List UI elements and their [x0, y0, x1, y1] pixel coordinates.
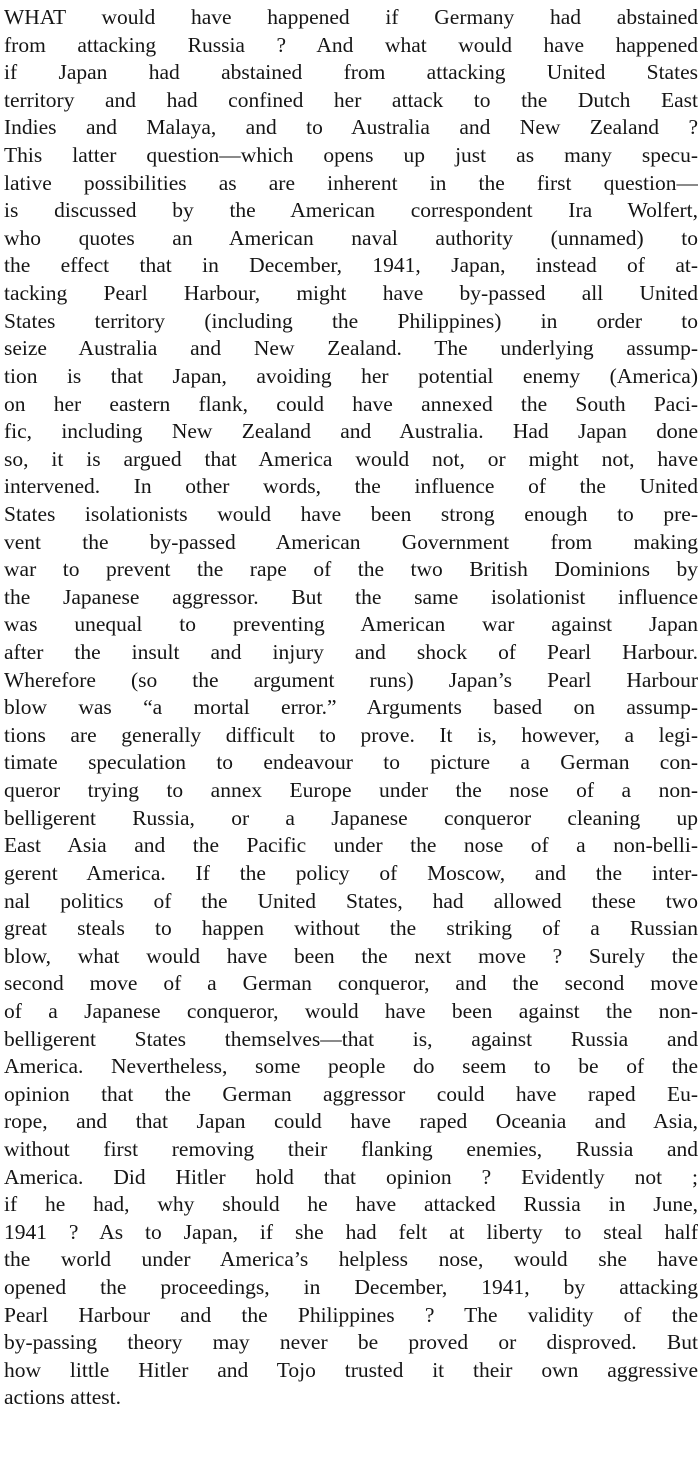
text-line: Indies and Malaya, and to Australia and New Zealand ? [4, 115, 698, 140]
text-line: the effect that in December, 1941, Japan, instead of at- [4, 253, 698, 278]
text-line: blow, what would have been the next move ? Surely the [4, 943, 698, 968]
text-line: is discussed by the American correspondent Ira Wolfert, [4, 198, 698, 223]
text-line: after the insult and injury and shock of Pearl Harbour. [4, 640, 698, 665]
text-line: actions attest. [4, 1385, 122, 1410]
text-line: so, it is argued that America would not, or might not, have [4, 446, 698, 471]
text-line: great steals to happen without the striking of a Russian [4, 916, 698, 941]
text-line: opinion that the German aggressor could have raped Eu- [4, 1081, 698, 1106]
text-line: was unequal to preventing American war against Japan [4, 612, 698, 637]
article-text [4, 4, 698, 1412]
text-line: rope, and that Japan could have raped Oceania and Asia, [4, 1109, 698, 1134]
text-line: This latter question—which opens up just as many specu- [4, 143, 698, 168]
text-line: tacking Pearl Harbour, might have by-passed all United [4, 281, 698, 306]
text-line: if Japan had abstained from attacking United States [4, 60, 698, 85]
text-line: by-passing theory may never be proved or disproved. But [4, 1330, 698, 1355]
text-line: second move of a German conqueror, and the second move [4, 971, 698, 996]
text-line: the world under America’s helpless nose, would she have [4, 1247, 698, 1272]
text-line: without first removing their flanking enemies, Russia and [4, 1136, 698, 1161]
text-line: tion is that Japan, avoiding her potential enemy (America) [4, 363, 698, 388]
text-line: lative possibilities as are inherent in the first question— [4, 170, 698, 195]
text-line: territory and had confined her attack to the Dutch East [4, 87, 698, 112]
text-line: opened the proceedings, in December, 1941, by attacking [4, 1275, 698, 1300]
text-line: war to prevent the rape of the two British Dominions by [4, 557, 698, 582]
text-line: from attacking Russia ? And what would have happened [4, 32, 698, 57]
text-line: intervened. In other words, the influence of the United [4, 474, 698, 499]
text-line: WHAT would have happened if Germany had abstained [4, 5, 698, 29]
text-line: queror trying to annex Europe under the nose of a non- [4, 778, 698, 803]
text-line: of a Japanese conqueror, would have been against the non- [4, 998, 698, 1023]
text-line: blow was “a mortal error.” Arguments based on assump- [4, 695, 698, 720]
text-line: belligerent Russia, or a Japanese conqueror cleaning up [4, 805, 698, 830]
text-line: States territory (including the Philippines) in order to [4, 308, 698, 333]
text-line: East Asia and the Pacific under the nose of a non-belli- [4, 833, 698, 858]
text-line: America. Nevertheless, some people do seem to be of the [4, 1054, 698, 1079]
text-line: who quotes an American naval authority (unnamed) to [4, 225, 698, 250]
text-line: nal politics of the United States, had allowed these two [4, 888, 698, 913]
text-line: tions are generally difficult to prove. It is, however, a legi- [4, 722, 698, 747]
text-line: if he had, why should he have attacked Russia in June, [4, 1192, 698, 1217]
text-line: States isolationists would have been strong enough to pre- [4, 501, 698, 526]
text-line: fic, including New Zealand and Australia. Had Japan done [4, 419, 698, 444]
text-line: the Japanese aggressor. But the same isolationist influence [4, 584, 698, 609]
text-line: vent the by-passed American Government from making [4, 529, 698, 554]
text-line: how little Hitler and Tojo trusted it their own aggressive [4, 1357, 698, 1382]
text-line: timate speculation to endeavour to picture a German con- [4, 750, 698, 775]
text-line: Wherefore (so the argument runs) Japan’s Pearl Harbour [4, 667, 698, 692]
text-line: 1941 ? As to Japan, if she had felt at liberty to steal half [4, 1219, 698, 1244]
text-line: seize Australia and New Zealand. The underlying assump- [4, 336, 698, 361]
text-line: gerent America. If the policy of Moscow, and the inter- [4, 860, 698, 885]
text-line: Pearl Harbour and the Philippines ? The validity of the [4, 1302, 698, 1327]
text-line: belligerent States themselves—that is, against Russia and [4, 1026, 698, 1051]
text-line: on her eastern flank, could have annexed the South Paci- [4, 391, 698, 416]
text-line: America. Did Hitler hold that opinion ? Evidently not ; [4, 1164, 698, 1189]
